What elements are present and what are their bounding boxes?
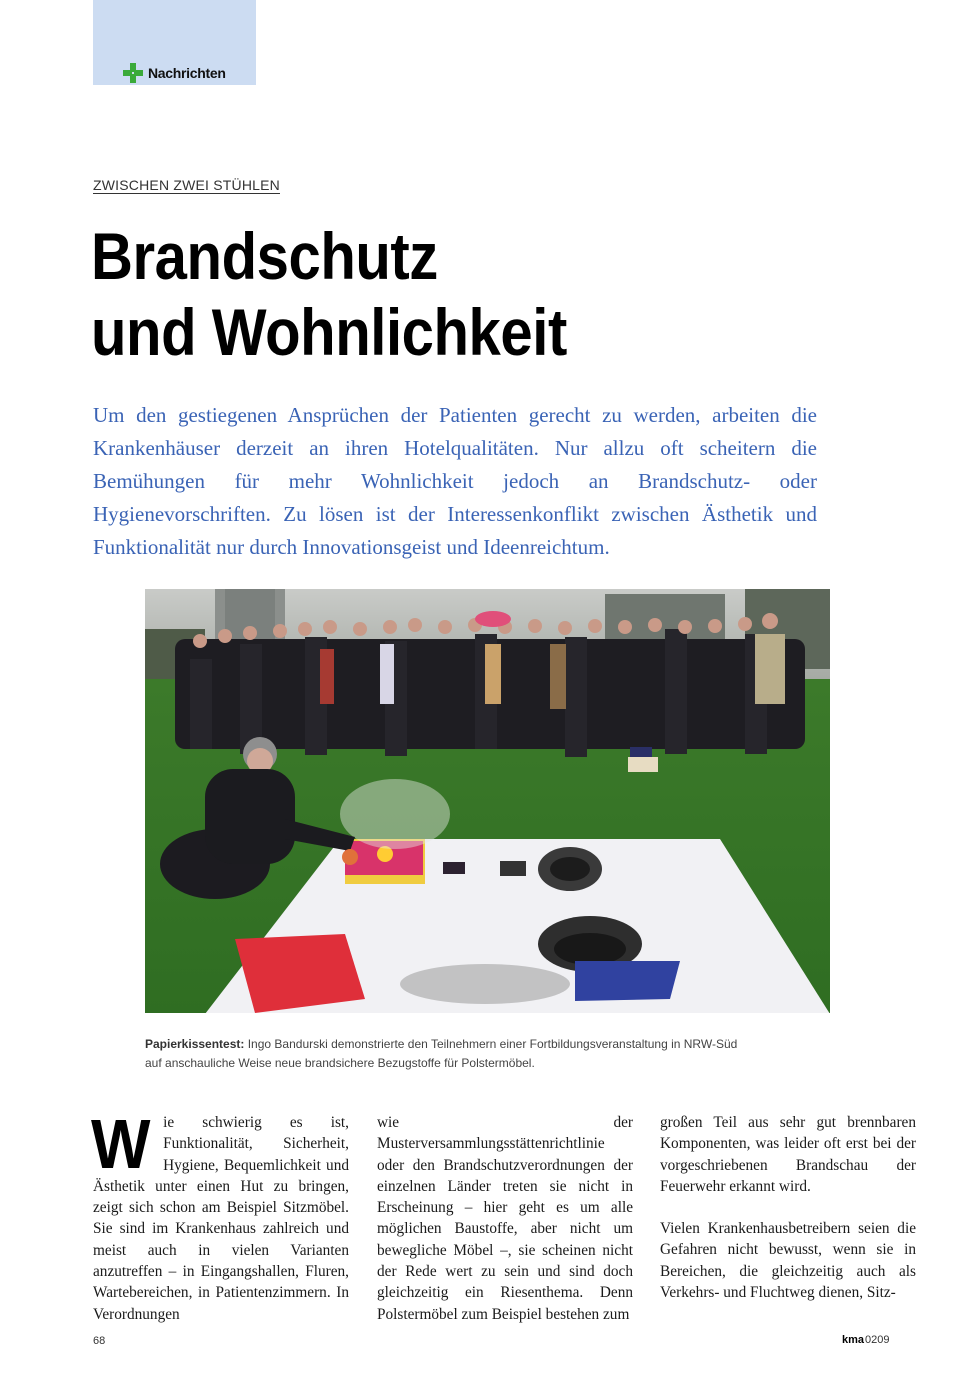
headline xyxy=(91,218,760,370)
body-column-3-paragraph-2: Vielen Krankenhausbetreibern seien die Gefahren nicht bewusst, wenn sie in Bereichen, die gleichzeitig auch als Verkehrs- und Fluchtweg dienen, Sitz- xyxy=(660,1220,916,1302)
magazine-name: kma xyxy=(842,1334,865,1346)
body-column-1-text: ie schwierig es ist, Funktionalität, Sicherheit, Hygiene, Bequemlichkeit und Ästhetik unter einen Hut zu bringen, zeigt sich schon am Beispiel Sitzmöbel. Sie sind im Krankenhaus zahlreich und meist auch in vielen Varianten anzutreffen – in Eingangshallen, Fluren, Wartebereichen, in Patientenzimmern. In Verordnungen xyxy=(93,1114,349,1323)
page-number: 68 xyxy=(93,1335,106,1347)
body-column-1 xyxy=(91,1105,349,1325)
lead-paragraph: Um den gestiegenen Ansprüchen der Patienten gerecht zu werden, arbeiten die Krankenhäuser derzeit an ihren Hotelqualitäten. Nur allzu oft scheitern die Bemühungen für mehr Wohnlichkeit jedoch an Brandschutz- oder Hygienevorschriften. Zu lösen ist der Interessenkonflikt zwischen Ästhetik und Funktionalität nur durch Innovationsgeist und Ideenreichtum. xyxy=(93,403,817,559)
section-tab xyxy=(93,0,256,85)
body-column-3-paragraph-1: großen Teil aus sehr gut brennbaren Komponenten, was leider oft erst bei der vorgeschriebenen Brandschau der Feuerwehr erkannt wird. xyxy=(660,1114,916,1195)
photo-caption xyxy=(145,1035,745,1073)
headline-line-1: Brandschutz xyxy=(91,219,438,293)
section-label: Nachrichten xyxy=(148,65,226,81)
green-cross-icon xyxy=(123,63,143,83)
kicker: ZWISCHEN ZWEI STÜHLEN xyxy=(93,177,280,193)
section-tab-row xyxy=(123,63,226,83)
headline-line-2: und Wohnlichkeit xyxy=(91,295,567,369)
caption-text: Ingo Bandurski demonstrierte den Teilnehmern einer Fortbildungsveranstaltung in NRW-Süd auf anschauliche Weise neue brandsichere Bezugstoffe für Polstermöbel. xyxy=(145,1037,738,1070)
body-column-3 xyxy=(660,1112,916,1303)
body-column-2-text: wie der Musterversammlungsstättenrichtlinie oder den Brandschutzverordnungen der einzelnen Länder treten sie nicht in Erscheinung – hier geht es um alle möglichen Baustoffe, aber nicht um bewegliche Möbel –, sie scheinen nicht der Rede wert zu sein und sind doch gleichzeitig ein Riesenthema. Denn Polstermöbel zum Beispiel bestehen zum xyxy=(377,1114,633,1323)
drop-cap: W xyxy=(91,1105,151,1183)
issue-number: 0209 xyxy=(865,1334,890,1346)
article-photo xyxy=(145,589,830,1013)
caption-label: Papierkissentest: xyxy=(145,1037,245,1051)
body-column-2 xyxy=(377,1112,633,1325)
magazine-issue xyxy=(842,1334,890,1346)
